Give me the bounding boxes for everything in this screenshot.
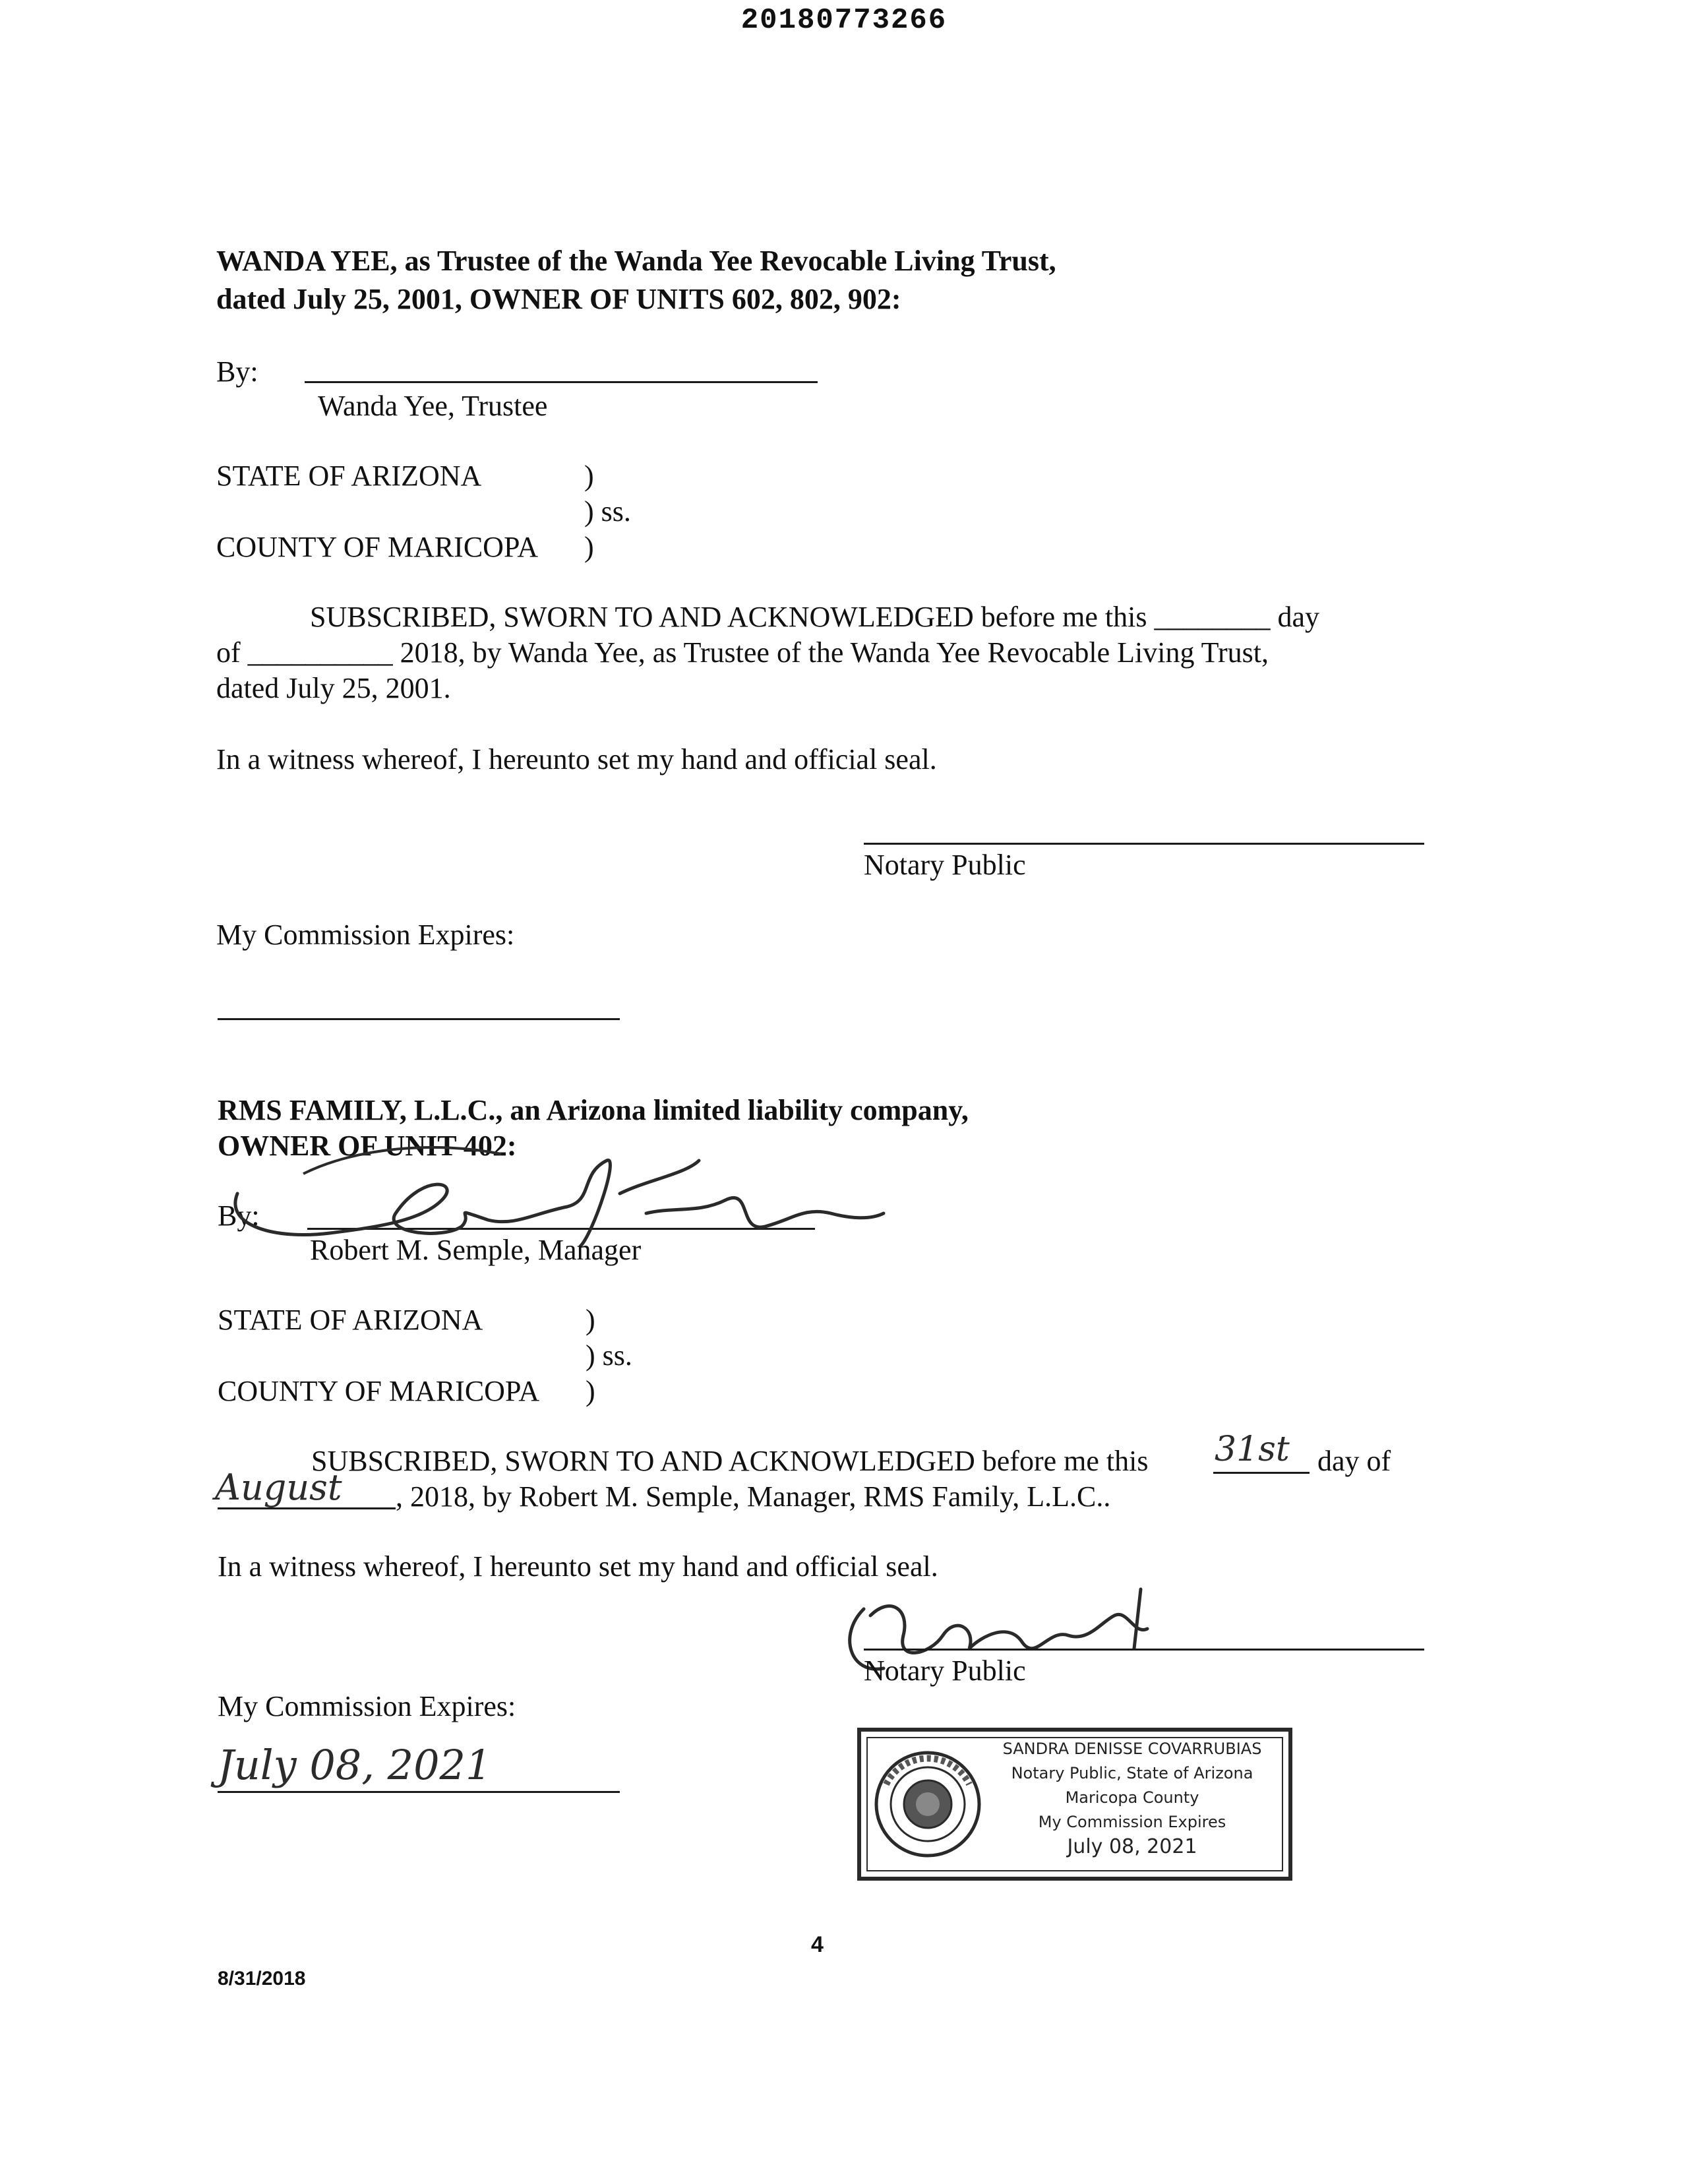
block2-signer-name: Robert M. Semple, Manager bbox=[310, 1234, 642, 1266]
block1-ack-line3: dated July 25, 2001. bbox=[216, 672, 451, 704]
block2-commission-line bbox=[218, 1791, 620, 1793]
block2-ack-line1-pre: SUBSCRIBED, SWORN TO AND ACKNOWLEDGED before me this bbox=[311, 1445, 1149, 1477]
block1-county: COUNTY OF MARICOPA bbox=[216, 531, 539, 563]
block1-notary-label: Notary Public bbox=[864, 849, 1026, 881]
notary-stamp-text bbox=[980, 1737, 1284, 1859]
block1-commission-line bbox=[218, 1018, 620, 1020]
block1-ack-line1: SUBSCRIBED, SWORN TO AND ACKNOWLEDGED before me this ________ day bbox=[310, 601, 1319, 633]
block1-notary-signature-line bbox=[864, 843, 1424, 845]
stamp-expires-date: July 08, 2021 bbox=[1067, 1835, 1197, 1858]
block2-day-handwritten: 31st bbox=[1215, 1430, 1290, 1469]
block2-heading-line2: OWNER OF UNIT 402: bbox=[218, 1130, 517, 1162]
block1-witness: In a witness whereof, I hereunto set my hand and official seal. bbox=[216, 743, 937, 775]
block1-signature-line bbox=[305, 381, 818, 383]
notary-seal-icon bbox=[872, 1745, 984, 1864]
block2-ack-line2: , 2018, by Robert M. Semple, Manager, RMS Family, L.L.C.. bbox=[396, 1480, 1111, 1513]
block1-paren-1: ) bbox=[584, 460, 594, 492]
block2-county: COUNTY OF MARICOPA bbox=[218, 1375, 540, 1407]
block1-ack-line2: of __________ 2018, by Wanda Yee, as Trustee of the Wanda Yee Revocable Living Trust, bbox=[216, 636, 1269, 669]
stamp-notary-name: SANDRA DENISSE COVARRUBIAS bbox=[1002, 1740, 1262, 1758]
block1-paren-3: ) bbox=[584, 531, 594, 563]
footer-date: 8/31/2018 bbox=[218, 1968, 306, 1989]
block2-heading-line1: RMS FAMILY, L.L.C., an Arizona limited liability company, bbox=[218, 1094, 969, 1126]
block2-notary-label: Notary Public bbox=[864, 1654, 1026, 1687]
block2-commission-handwritten: July 08, 2021 bbox=[218, 1741, 492, 1789]
notary-stamp bbox=[857, 1728, 1292, 1881]
block2-paren-3: ) bbox=[586, 1375, 595, 1407]
block2-notary-signature-line bbox=[864, 1649, 1424, 1651]
block2-day-line bbox=[1213, 1472, 1310, 1474]
document-number: 20180773266 bbox=[740, 4, 948, 37]
block2-paren-1: ) bbox=[586, 1304, 595, 1336]
stamp-notary-title: Notary Public, State of Arizona bbox=[1011, 1764, 1253, 1782]
block2-commission-label: My Commission Expires: bbox=[218, 1690, 516, 1722]
block1-heading-line2: dated July 25, 2001, OWNER OF UNITS 602, 802, 902: bbox=[216, 283, 901, 315]
block1-commission-label: My Commission Expires: bbox=[216, 919, 515, 951]
block1-state: STATE OF ARIZONA bbox=[216, 460, 482, 492]
block2-ss: ) ss. bbox=[586, 1339, 632, 1372]
block1-heading-line1: WANDA YEE, as Trustee of the Wanda Yee Revocable Living Trust, bbox=[216, 245, 1056, 277]
stamp-county: Maricopa County bbox=[1065, 1788, 1199, 1807]
block2-witness: In a witness whereof, I hereunto set my hand and official seal. bbox=[218, 1550, 938, 1583]
block2-by-label: By: bbox=[218, 1199, 260, 1232]
stamp-expires-label: My Commission Expires bbox=[1038, 1813, 1226, 1831]
block1-ss: ) ss. bbox=[584, 495, 631, 528]
block2-ack-line1-post: day of bbox=[1317, 1445, 1391, 1477]
block1-by-label: By: bbox=[216, 355, 258, 388]
block1-signer-name: Wanda Yee, Trustee bbox=[318, 390, 548, 422]
block2-month-handwritten: August bbox=[215, 1467, 342, 1508]
page-number: 4 bbox=[811, 1932, 824, 1957]
block2-state: STATE OF ARIZONA bbox=[218, 1304, 483, 1336]
